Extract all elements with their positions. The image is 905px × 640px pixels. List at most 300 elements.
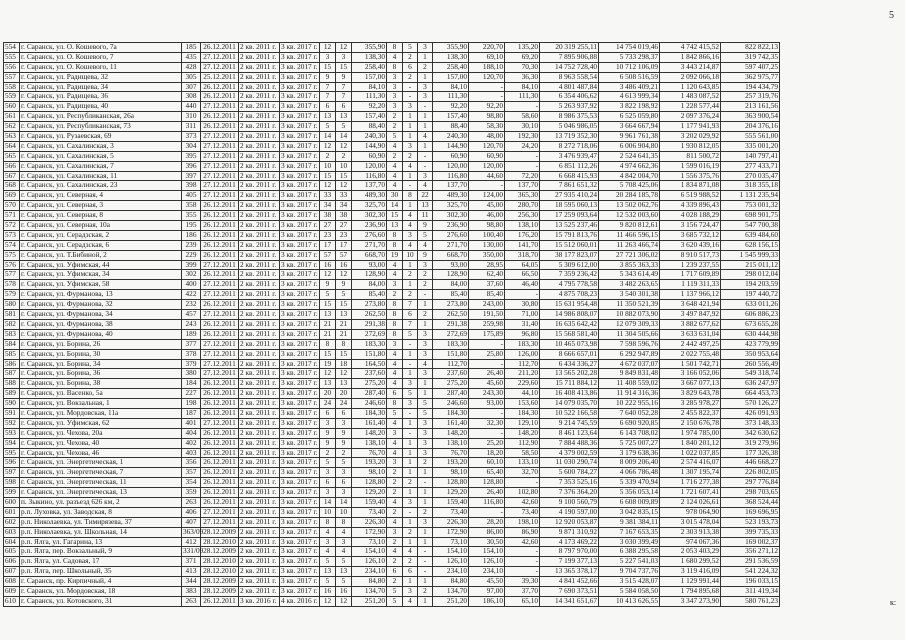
cell-premises-municipal: 1 xyxy=(418,53,433,62)
cell-area-total: 668,70 xyxy=(352,251,387,260)
cell-area-private: 259,98 xyxy=(469,320,505,329)
cell-area-total: 240,30 xyxy=(352,132,387,141)
cell-planned-start: 2 кв. 2011 г. xyxy=(239,528,280,537)
cell-area-municipal: 58,50 xyxy=(505,449,540,458)
cell-fund-share: 3 179 638,36 xyxy=(599,449,660,458)
table-row xyxy=(4,142,780,152)
cell-fund-share: 5 227 541,03 xyxy=(599,557,660,566)
table-row xyxy=(4,221,780,231)
cell-local-share: 547 700,38 xyxy=(721,221,780,230)
cell-premises-total: 4 xyxy=(387,142,403,151)
cell-doc-number: 243 xyxy=(182,320,201,329)
cell-row-number: 603 xyxy=(4,528,20,537)
cell-local-share: 350 953,64 xyxy=(721,350,780,359)
cell-premises-private: 3 xyxy=(403,379,418,388)
cell-premises-municipal: 3 xyxy=(418,92,433,101)
cell-area-private: 28,20 xyxy=(469,518,505,527)
cell-row-number: 566 xyxy=(4,162,20,171)
cell-premises-total: 3 xyxy=(387,340,403,349)
cell-planned-start: 2 кв. 2011 г. xyxy=(239,310,280,319)
cell-cost-total: 12 920 053,87 xyxy=(540,518,599,527)
cell-regional-share: 3 648 421,94 xyxy=(660,300,721,309)
cell-residents-total: 2 xyxy=(320,152,336,161)
cell-local-share: 597 407,25 xyxy=(721,63,780,72)
cell-planned-end: 3 кв. 2017 г. xyxy=(280,251,320,260)
cell-area-total: 151,80 xyxy=(352,350,387,359)
cell-area-private: 45,50 xyxy=(469,577,505,586)
cell-cost-total: 14 079 035,70 xyxy=(540,399,599,408)
cell-planned-start: 2 кв. 2011 г. xyxy=(239,300,280,309)
table-row xyxy=(4,63,780,73)
cell-premises-total: 8 xyxy=(387,241,403,250)
cell-cost-total: 7 353 525,16 xyxy=(540,478,599,487)
cell-fund-share: 5 733 298,37 xyxy=(599,53,660,62)
cell-premises-total: 3 xyxy=(387,102,403,111)
cell-residents-resettled: 3 xyxy=(336,53,352,62)
cell-area-private: 48,00 xyxy=(469,132,505,141)
cell-residents-resettled: 15 xyxy=(336,63,352,72)
cell-fund-share: 11 304 505,66 xyxy=(599,330,660,339)
cell-address: г. Саранск, ул. Уфимская, 58 xyxy=(20,280,182,289)
cell-planned-end: 3 кв. 2017 г. xyxy=(280,429,320,438)
cell-premises-total: 4 xyxy=(387,261,403,270)
cell-local-share: 270 035,47 xyxy=(721,172,780,181)
cell-fund-share: 5 343 614,49 xyxy=(599,270,660,279)
cell-residents-total: 16 xyxy=(320,261,336,270)
cell-premises-total: 2 xyxy=(387,152,403,161)
cell-doc-date: 27.12.2011 xyxy=(201,132,239,141)
cell-residents-resettled: 5 xyxy=(336,458,352,467)
cell-premises-private: 3 xyxy=(403,142,418,151)
cell-planned-start: 2 кв. 2011 г. xyxy=(239,92,280,101)
cell-residents-resettled: 9 xyxy=(336,429,352,438)
cell-doc-date: 27.12.2011 xyxy=(201,191,239,200)
cell-area-municipal: 84,10 xyxy=(505,83,540,92)
table-row xyxy=(4,528,780,538)
cell-residents-resettled: 12 xyxy=(336,369,352,378)
cell-area-municipal: 65,10 xyxy=(505,597,540,606)
cell-area-resettled: 271,70 xyxy=(433,241,469,250)
cell-regional-share: 1 842 866,16 xyxy=(660,53,721,62)
cell-residents-resettled: 3 xyxy=(336,419,352,428)
cell-area-private: 60,10 xyxy=(469,458,505,467)
cell-planned-start: 2 кв. 2011 г. xyxy=(239,261,280,270)
cell-residents-total: 12 xyxy=(320,181,336,190)
cell-fund-share: 6 508 516,59 xyxy=(599,73,660,82)
cell-planned-start: 2 кв. 2011 г. xyxy=(239,508,280,517)
cell-premises-total: 2 xyxy=(387,112,403,121)
cell-area-total: 237,60 xyxy=(352,369,387,378)
cell-residents-resettled: 10 xyxy=(336,162,352,171)
cell-doc-number: 263 xyxy=(182,597,201,606)
cell-premises-total: 8 xyxy=(387,310,403,319)
cell-area-private: 186,10 xyxy=(469,597,505,606)
cell-address: г. Саранск, ул. Борина, 38 xyxy=(20,379,182,388)
cell-fund-share: 3 822 198,92 xyxy=(599,102,660,111)
cell-premises-total: 4 xyxy=(387,162,403,171)
cell-regional-share: 1 721 607,41 xyxy=(660,488,721,497)
cell-doc-date: 27.12.2011 xyxy=(201,261,239,270)
table-row xyxy=(4,419,780,429)
cell-residents-resettled: 15 xyxy=(336,300,352,309)
cell-premises-private: 1 xyxy=(403,518,418,527)
cell-premises-municipal: - xyxy=(418,102,433,111)
table-row xyxy=(4,577,780,587)
cell-address: р.п. Ялга, ул. Гагарина, 13 xyxy=(20,538,182,547)
cell-address: г. Саранск, ул. Радищева, 32 xyxy=(20,73,182,82)
cell-doc-date: 28.12.2009 xyxy=(201,547,239,556)
cell-regional-share: 2 053 403,29 xyxy=(660,547,721,556)
cell-area-municipal: 141,70 xyxy=(505,241,540,250)
cell-area-private: 25,20 xyxy=(469,439,505,448)
cell-premises-municipal: 2 xyxy=(418,63,433,72)
cell-area-private: 44,60 xyxy=(469,172,505,181)
cell-residents-total: 4 xyxy=(320,547,336,556)
cell-planned-end: 3 кв. 2017 г. xyxy=(280,458,320,467)
cell-area-private: 243,30 xyxy=(469,389,505,398)
cell-premises-total: 2 xyxy=(387,538,403,547)
cell-planned-start: 2 кв. 2011 г. xyxy=(239,112,280,121)
table-row xyxy=(4,567,780,577)
cell-area-private: 98,80 xyxy=(469,112,505,121)
cell-cost-total: 8 797 970,00 xyxy=(540,547,599,556)
cell-fund-share: 6 006 904,80 xyxy=(599,142,660,151)
cell-address: г. Саранск, ул. Борина, 26 xyxy=(20,340,182,349)
cell-residents-resettled: 15 xyxy=(336,350,352,359)
cell-premises-private: 4 xyxy=(403,547,418,556)
cell-doc-number: 310 xyxy=(182,112,201,121)
cell-area-total: 138,10 xyxy=(352,439,387,448)
cell-premises-total: 3 xyxy=(387,92,403,101)
cell-row-number: 574 xyxy=(4,241,20,250)
cell-premises-private: - xyxy=(403,360,418,369)
cell-premises-private: 2 xyxy=(403,528,418,537)
cell-row-number: 576 xyxy=(4,261,20,270)
cell-local-share: 335 001,20 xyxy=(721,142,780,151)
cell-planned-end: 3 кв. 2017 г. xyxy=(280,201,320,210)
cell-residents-total: 12 xyxy=(320,142,336,151)
cell-planned-end: 3 кв. 2017 г. xyxy=(280,419,320,428)
cell-area-total: 92,20 xyxy=(352,102,387,111)
cell-area-resettled: 240,30 xyxy=(433,132,469,141)
cell-planned-start: 2 кв. 2011 г. xyxy=(239,122,280,131)
cell-planned-start: 2 кв. 2011 г. xyxy=(239,142,280,151)
cell-premises-total: 4 xyxy=(387,547,403,556)
cell-row-number: 586 xyxy=(4,360,20,369)
cell-row-number: 562 xyxy=(4,122,20,131)
cell-fund-share: 5 708 425,06 xyxy=(599,181,660,190)
cell-regional-share: 1 177 941,93 xyxy=(660,122,721,131)
cell-doc-date: 26.12.2011 xyxy=(201,498,239,507)
cell-premises-municipal: 3 xyxy=(418,518,433,527)
cell-planned-start: 2 кв. 2011 г. xyxy=(239,320,280,329)
cell-address: г. Саранск, ул. Энергетическая, 13 xyxy=(20,488,182,497)
cell-premises-municipal: 1 xyxy=(418,112,433,121)
cell-fund-share: 5 584 058,50 xyxy=(599,587,660,596)
cell-area-resettled: 112,70 xyxy=(433,360,469,369)
cell-address: г. Саранск, ул. Фурманова, 32 xyxy=(20,300,182,309)
cell-row-number: 581 xyxy=(4,310,20,319)
cell-doc-date: 27.12.2011 xyxy=(201,280,239,289)
cell-area-total: 172,90 xyxy=(352,528,387,537)
cell-area-total: 88,40 xyxy=(352,122,387,131)
cell-premises-private: 2 xyxy=(403,53,418,62)
cell-area-municipal: 36,30 xyxy=(505,73,540,82)
cell-area-municipal: 30,80 xyxy=(505,300,540,309)
cell-area-private: - xyxy=(469,181,505,190)
cell-regional-share: 6 519 988,52 xyxy=(660,191,721,200)
cell-area-total: 137,70 xyxy=(352,181,387,190)
cell-premises-municipal: - xyxy=(418,567,433,576)
cell-planned-end: 3 кв. 2017 г. xyxy=(280,369,320,378)
cell-address: г. Саранск, ул. Вокзальная, 1 xyxy=(20,399,182,408)
cell-area-total: 275,20 xyxy=(352,379,387,388)
cell-area-resettled: 291,38 xyxy=(433,320,469,329)
cell-address: г. Саранск, ул. Сахалинская, 11 xyxy=(20,172,182,181)
cell-cost-total: 14 341 651,67 xyxy=(540,597,599,606)
cell-address: г. Саранск, ул. Энергетическая, 7 xyxy=(20,468,182,477)
cell-area-municipal: 184,30 xyxy=(505,409,540,418)
cell-area-municipal: 280,70 xyxy=(505,201,540,210)
cell-area-total: 159,40 xyxy=(352,498,387,507)
cell-regional-share: 1 599 016,19 xyxy=(660,162,721,171)
cell-residents-total: 6 xyxy=(320,478,336,487)
cell-premises-private: 1 xyxy=(403,112,418,121)
cell-doc-date: 28.12.2009 xyxy=(201,587,239,596)
cell-doc-number: 406 xyxy=(182,508,201,517)
cell-area-resettled: 275,20 xyxy=(433,379,469,388)
cell-area-private: 191,50 xyxy=(469,310,505,319)
cell-doc-number: 373 xyxy=(182,132,201,141)
cell-area-total: 73,40 xyxy=(352,508,387,517)
cell-regional-share: 4 742 415,52 xyxy=(660,43,721,52)
cell-planned-end: 3 кв. 2017 г. xyxy=(280,73,320,82)
cell-row-number: 588 xyxy=(4,379,20,388)
cell-doc-date: 28.12.2010 xyxy=(201,538,239,547)
cell-area-total: 183,30 xyxy=(352,340,387,349)
cell-premises-total: 2 xyxy=(387,478,403,487)
cell-planned-end: 3 кв. 2017 г. xyxy=(280,350,320,359)
cell-premises-private: 1 xyxy=(403,280,418,289)
cell-local-share: 822 822,13 xyxy=(721,43,780,52)
cell-doc-number: 405 xyxy=(182,191,201,200)
cell-planned-start: 2 кв. 2011 г. xyxy=(239,83,280,92)
cell-address: г. Саранск, ул. Радищева, 34 xyxy=(20,83,182,92)
cell-local-share: 1 131 235,94 xyxy=(721,191,780,200)
cell-area-municipal: 24,20 xyxy=(505,142,540,151)
cell-doc-number: 227 xyxy=(182,389,201,398)
cell-residents-total: 12 xyxy=(320,43,336,52)
cell-row-number: 585 xyxy=(4,350,20,359)
cell-local-share: 753 001,32 xyxy=(721,201,780,210)
cell-area-municipal: 39,30 xyxy=(505,577,540,586)
cell-premises-municipal: 2 xyxy=(418,310,433,319)
cell-residents-resettled: 12 xyxy=(336,270,352,279)
cell-planned-start: 2 кв. 2011 г. xyxy=(239,211,280,220)
cell-residents-total: 34 xyxy=(320,201,336,210)
cell-cost-total: 10 465 073,98 xyxy=(540,340,599,349)
cell-premises-total: 4 xyxy=(387,350,403,359)
cell-area-municipal: 46,40 xyxy=(505,280,540,289)
cell-area-resettled: 84,10 xyxy=(433,83,469,92)
cell-planned-start: 2 кв. 2011 г. xyxy=(239,191,280,200)
cell-area-municipal: 112,70 xyxy=(505,360,540,369)
cell-residents-total: 10 xyxy=(320,162,336,171)
cell-row-number: 564 xyxy=(4,142,20,151)
cell-planned-end: 3 кв. 2017 г. xyxy=(280,320,320,329)
cell-doc-number: 229 xyxy=(182,251,201,260)
cell-area-total: 193,20 xyxy=(352,458,387,467)
cell-planned-end: 3 кв. 2017 г. xyxy=(280,538,320,547)
cell-residents-total: 13 xyxy=(320,379,336,388)
cell-doc-number: 403 xyxy=(182,449,201,458)
cell-area-private: - xyxy=(469,340,505,349)
cell-area-private: 85,40 xyxy=(469,290,505,299)
cell-premises-private: - xyxy=(403,429,418,438)
cell-premises-private: 1 xyxy=(403,132,418,141)
cell-planned-end: 3 кв. 2017 г. xyxy=(280,172,320,181)
cell-local-share: 363 900,54 xyxy=(721,112,780,121)
cell-fund-share: 10 712 106,09 xyxy=(599,63,660,72)
cell-planned-end: 3 кв. 2017 г. xyxy=(280,439,320,448)
cell-area-resettled: 236,90 xyxy=(433,221,469,230)
cell-area-municipal: 86,90 xyxy=(505,528,540,537)
cell-premises-total: 8 xyxy=(387,399,403,408)
cell-residents-resettled: 21 xyxy=(336,320,352,329)
table-row xyxy=(4,270,780,280)
cell-area-resettled: 272,69 xyxy=(433,330,469,339)
cell-fund-share: 12 532 003,60 xyxy=(599,211,660,220)
cell-planned-start: 2 кв. 2011 г. xyxy=(239,538,280,547)
cell-area-total: 157,40 xyxy=(352,112,387,121)
cell-planned-end: 3 кв. 2017 г. xyxy=(280,181,320,190)
table-row xyxy=(4,92,780,102)
cell-area-municipal: 256,30 xyxy=(505,211,540,220)
cell-doc-number: 308 xyxy=(182,92,201,101)
cell-row-number: 587 xyxy=(4,369,20,378)
cell-doc-number: 412 xyxy=(182,538,201,547)
cell-premises-municipal: 3 xyxy=(418,419,433,428)
cell-area-total: 161,40 xyxy=(352,419,387,428)
cell-local-share: 698 901,75 xyxy=(721,211,780,220)
cell-row-number: 578 xyxy=(4,280,20,289)
cell-premises-total: 15 xyxy=(387,211,403,220)
cell-doc-number: 383 xyxy=(182,587,201,596)
cell-planned-end: 3 кв. 2017 г. xyxy=(280,340,320,349)
cell-premises-private: 7 xyxy=(403,300,418,309)
cell-fund-share: 8 009 206,40 xyxy=(599,458,660,467)
cell-premises-total: 4 xyxy=(387,419,403,428)
cell-area-total: 246,60 xyxy=(352,399,387,408)
cell-local-share: 423 779,99 xyxy=(721,340,780,349)
cell-premises-private: 2 xyxy=(403,152,418,161)
cell-area-private: 30,50 xyxy=(469,538,505,547)
cell-address: г. Саранск, ул. Фурманова, 34 xyxy=(20,310,182,319)
cell-regional-share: 3 015 478,04 xyxy=(660,518,721,527)
cell-residents-resettled: 15 xyxy=(336,172,352,181)
cell-planned-start: 2 кв. 2011 г. xyxy=(239,152,280,161)
cell-address: р.п. Ялга, ул. Садовая, 17 xyxy=(20,557,182,566)
cell-area-municipal: 365,30 xyxy=(505,191,540,200)
cell-fund-share: 6 143 708,02 xyxy=(599,429,660,438)
cell-premises-total: 6 xyxy=(387,389,403,398)
cell-area-private: 120,70 xyxy=(469,73,505,82)
cell-planned-start: 2 кв. 2011 г. xyxy=(239,290,280,299)
cell-area-resettled: 184,30 xyxy=(433,409,469,418)
cell-area-total: 226,30 xyxy=(352,518,387,527)
cell-doc-date: 26.12.2011 xyxy=(201,478,239,487)
cell-planned-end: 3 кв. 2017 г. xyxy=(280,379,320,388)
cell-residents-resettled: 5 xyxy=(336,122,352,131)
cell-area-total: 489,30 xyxy=(352,191,387,200)
cell-fund-share: 4 842 004,70 xyxy=(599,172,660,181)
cell-residents-resettled: 24 xyxy=(336,399,352,408)
cell-doc-number: 263 xyxy=(182,498,201,507)
cell-fund-share: 6 525 059,80 xyxy=(599,112,660,121)
table-row xyxy=(4,330,780,340)
cell-planned-start: 2 кв. 2011 г. xyxy=(239,132,280,141)
cell-premises-municipal: 3 xyxy=(418,449,433,458)
cell-area-resettled: 226,30 xyxy=(433,518,469,527)
cell-residents-total: 15 xyxy=(320,350,336,359)
cell-residents-resettled: 3 xyxy=(336,538,352,547)
table-row xyxy=(4,547,780,557)
cell-cost-total: 14 986 808,07 xyxy=(540,310,599,319)
cell-doc-number: 397 xyxy=(182,172,201,181)
cell-residents-resettled: 6 xyxy=(336,478,352,487)
cell-row-number: 555 xyxy=(4,53,20,62)
cell-area-municipal: 73,40 xyxy=(505,508,540,517)
cell-doc-date: 27.12.2011 xyxy=(201,172,239,181)
cell-cost-total: 7 690 373,51 xyxy=(540,587,599,596)
cell-area-municipal: 318,70 xyxy=(505,251,540,260)
cell-area-private: 32,30 xyxy=(469,419,505,428)
cell-cost-total: 7 376 364,20 xyxy=(540,488,599,497)
cell-cost-total: 4 801 487,84 xyxy=(540,83,599,92)
cell-residents-total: 8 xyxy=(320,340,336,349)
cell-residents-resettled: 9 xyxy=(336,73,352,82)
cell-premises-total: 4 xyxy=(387,53,403,62)
cell-premises-municipal: 9 xyxy=(418,251,433,260)
table-row xyxy=(4,83,780,93)
cell-local-share: 1 545 999,33 xyxy=(721,251,780,260)
cell-area-municipal: 112,90 xyxy=(505,439,540,448)
cell-residents-total: 21 xyxy=(320,330,336,339)
cell-premises-municipal: - xyxy=(418,557,433,566)
cell-premises-total: 2 xyxy=(387,122,403,131)
cell-fund-share: 3 042 835,15 xyxy=(599,508,660,517)
cell-regional-share: 3 156 724,47 xyxy=(660,221,721,230)
cell-address: г. Саранск, ул. Сахалинская, 3 xyxy=(20,142,182,151)
cell-area-resettled: 302,30 xyxy=(433,211,469,220)
cell-regional-share: 1 137 966,12 xyxy=(660,290,721,299)
cell-area-resettled: 258,40 xyxy=(433,63,469,72)
cell-premises-municipal: 3 xyxy=(418,172,433,181)
cell-doc-date: 26.12.2011 xyxy=(201,468,239,477)
cell-area-municipal: 71,00 xyxy=(505,310,540,319)
cell-regional-share: 2 022 755,48 xyxy=(660,350,721,359)
table-row xyxy=(4,340,780,350)
cell-local-share: 213 161,56 xyxy=(721,102,780,111)
cell-premises-municipal: 1 xyxy=(418,538,433,547)
cell-doc-date: 26.12.2011 xyxy=(201,389,239,398)
cell-premises-municipal: 3 xyxy=(418,439,433,448)
cell-fund-share: 9 961 761,38 xyxy=(599,132,660,141)
cell-planned-end: 3 кв. 2017 г. xyxy=(280,231,320,240)
page-number: 5 xyxy=(889,10,894,21)
cell-planned-start: 2 кв. 2011 г. xyxy=(239,73,280,82)
cell-local-share: 549 318,74 xyxy=(721,369,780,378)
